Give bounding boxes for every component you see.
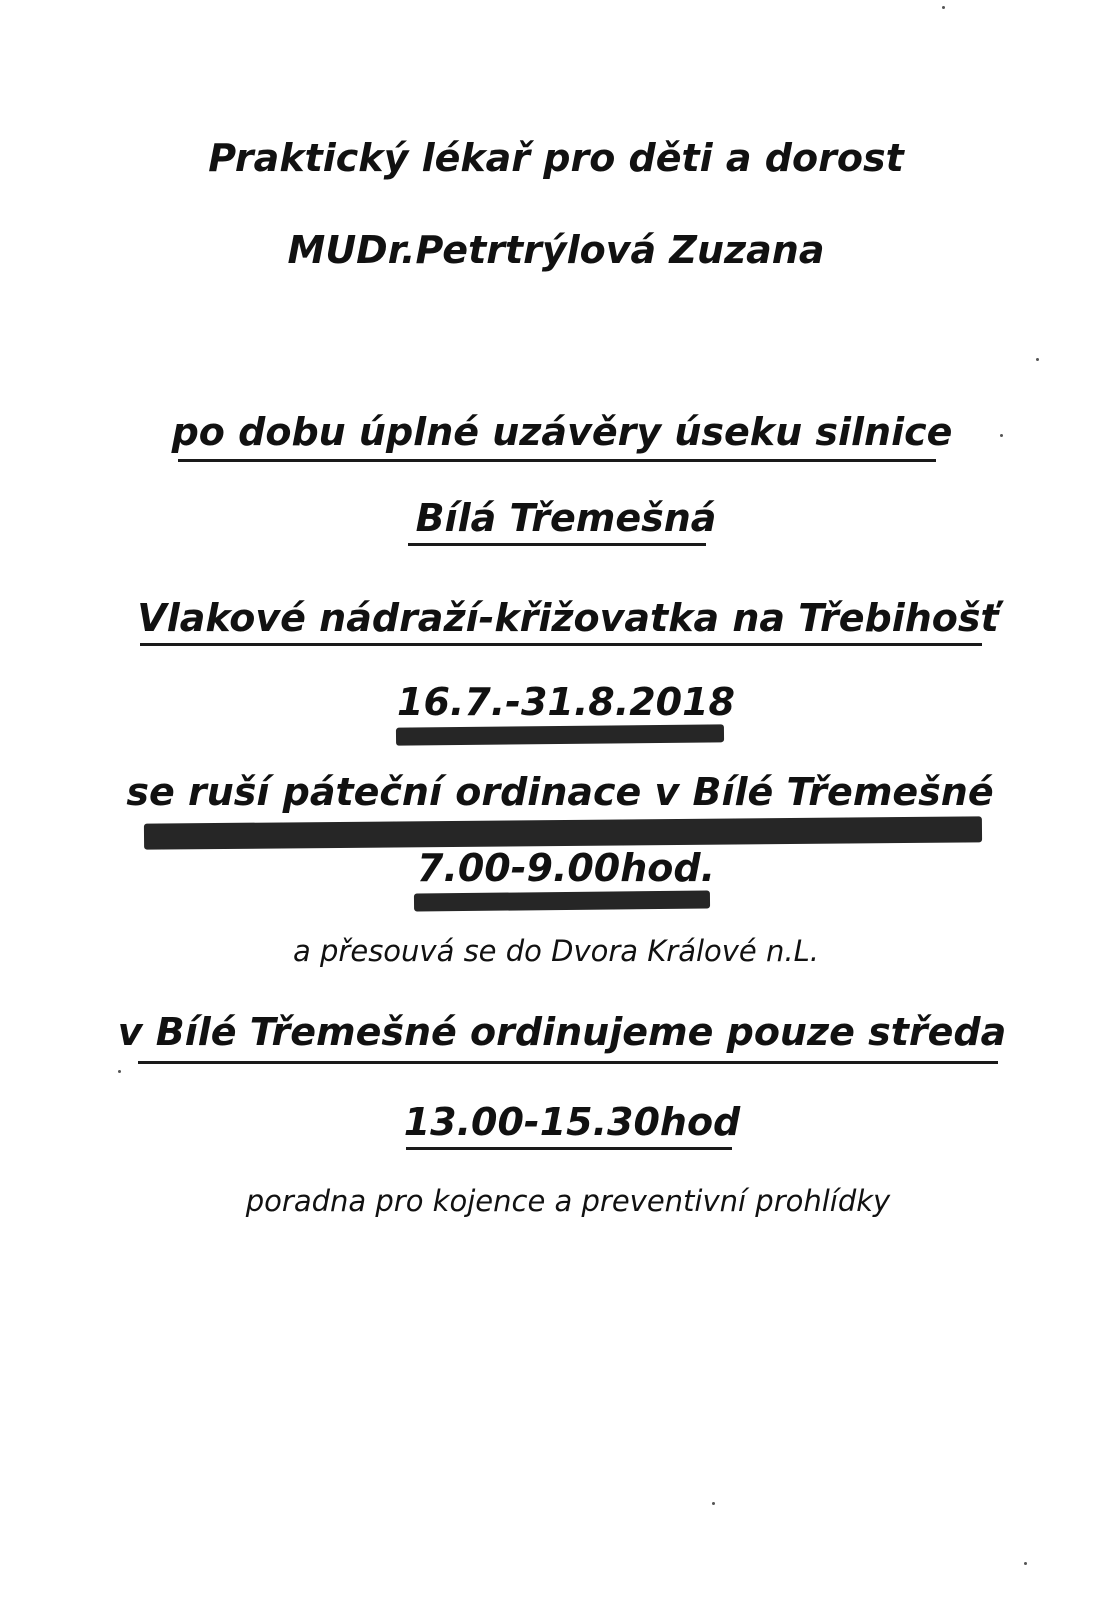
doctor-name: MUDr.Petrtrýlová Zuzana — [287, 228, 825, 272]
scan-speck — [1000, 434, 1003, 437]
closure-underline — [178, 459, 936, 462]
scan-speck — [118, 1070, 121, 1073]
cancellation-marker-bar — [144, 816, 982, 849]
closure-line: po dobu úplné uzávěry úseku silnice — [171, 410, 953, 454]
date-range-marker-bar — [396, 724, 724, 745]
scan-speck — [712, 1502, 715, 1505]
road-section-underline — [140, 643, 982, 646]
date-range: 16.7.-31.8.2018 — [397, 680, 735, 724]
remaining-day-underline — [138, 1061, 998, 1064]
remaining-purpose: poradna pro kojence a preventivní prohlídky — [245, 1184, 891, 1218]
notice-title: Praktický lékař pro děti a dorost — [208, 136, 904, 180]
remaining-day: v Bílé Třemešné ordinujeme pouze středa — [117, 1010, 1007, 1054]
cancelled-hours: 7.00-9.00hod. — [416, 846, 716, 890]
relocation-note: a přesouvá se do Dvora Králové n.L. — [293, 934, 819, 968]
cancelled-hours-marker-bar — [414, 890, 710, 911]
cancellation-line: se ruší páteční ordinace v Bílé Třemešné — [126, 770, 994, 814]
scan-speck — [1036, 358, 1039, 361]
town-name: Bílá Třemešná — [415, 496, 717, 540]
scan-speck — [1024, 1562, 1027, 1565]
remaining-hours: 13.00-15.30hod — [403, 1100, 741, 1144]
road-section: Vlakové nádraží-křižovatka na Třebihošť — [137, 596, 999, 640]
scan-speck — [942, 6, 945, 9]
town-underline — [408, 543, 706, 546]
remaining-hours-underline — [406, 1147, 732, 1150]
